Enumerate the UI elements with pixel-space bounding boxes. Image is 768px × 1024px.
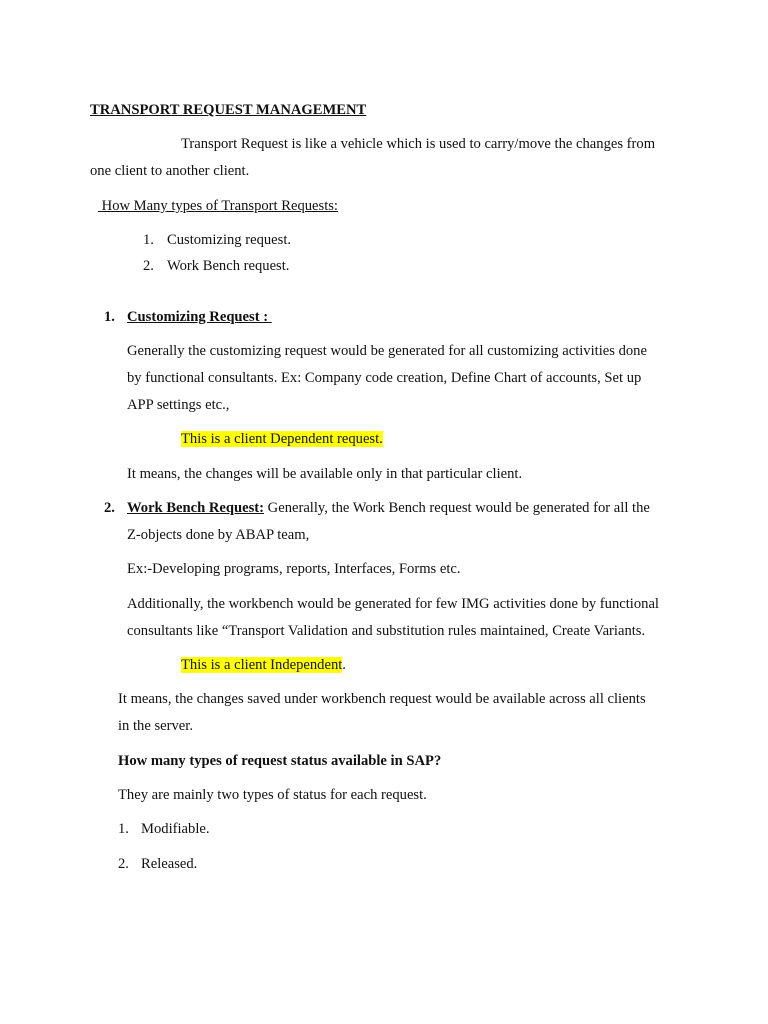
section-2-additional-line: Additionally, the workbench would be generated for few IMG activities done by functional bbox=[127, 596, 659, 612]
intro-line-1: Transport Request is like a vehicle which is used to carry/move the changes from bbox=[181, 136, 656, 152]
types-list-item: 1. Customizing request. bbox=[143, 232, 292, 248]
section-2-additional-line: consultants like “Transport Validation and substitution rules maintained, Create Variants. bbox=[127, 623, 646, 639]
section-2-meaning-line: in the server. bbox=[118, 718, 193, 734]
section-1-para-line: by functional consultants. Ex: Company code creation, Define Chart of accounts, Set up bbox=[127, 370, 642, 386]
types-heading: How Many types of Transport Requests: bbox=[101, 198, 338, 214]
section-1-highlight: This is a client Dependent request. bbox=[181, 431, 383, 447]
status-list-item: 2. Released. bbox=[118, 856, 198, 872]
section-2-highlight: This is a client Independent. bbox=[181, 657, 346, 673]
section-2-heading: 2. Work Bench Request: Generally, the Work Bench request would be generated for all the bbox=[104, 500, 650, 516]
section-2-line-2: Z-objects done by ABAP team, bbox=[127, 527, 310, 543]
section-1-para-line: Generally the customizing request would be generated for all customizing activities done bbox=[127, 343, 647, 359]
section-2-meaning-line: It means, the changes saved under workbench request would be available across all clients bbox=[118, 691, 646, 707]
status-answer: They are mainly two types of status for each request. bbox=[118, 787, 427, 803]
types-list-item: 2. Work Bench request. bbox=[143, 258, 290, 274]
section-1-meaning: It means, the changes will be available only in that particular client. bbox=[127, 466, 523, 482]
section-2-example: Ex:-Developing programs, reports, Interfaces, Forms etc. bbox=[127, 561, 461, 577]
intro-line-2: one client to another client. bbox=[90, 163, 250, 179]
section-1-para-line: APP settings etc., bbox=[127, 397, 230, 413]
status-question: How many types of request status available in SAP? bbox=[118, 753, 442, 769]
status-list-item: 1. Modifiable. bbox=[118, 821, 210, 837]
section-1-heading: 1. Customizing Request : bbox=[104, 309, 269, 325]
document-title: TRANSPORT REQUEST MANAGEMENT bbox=[90, 102, 367, 118]
